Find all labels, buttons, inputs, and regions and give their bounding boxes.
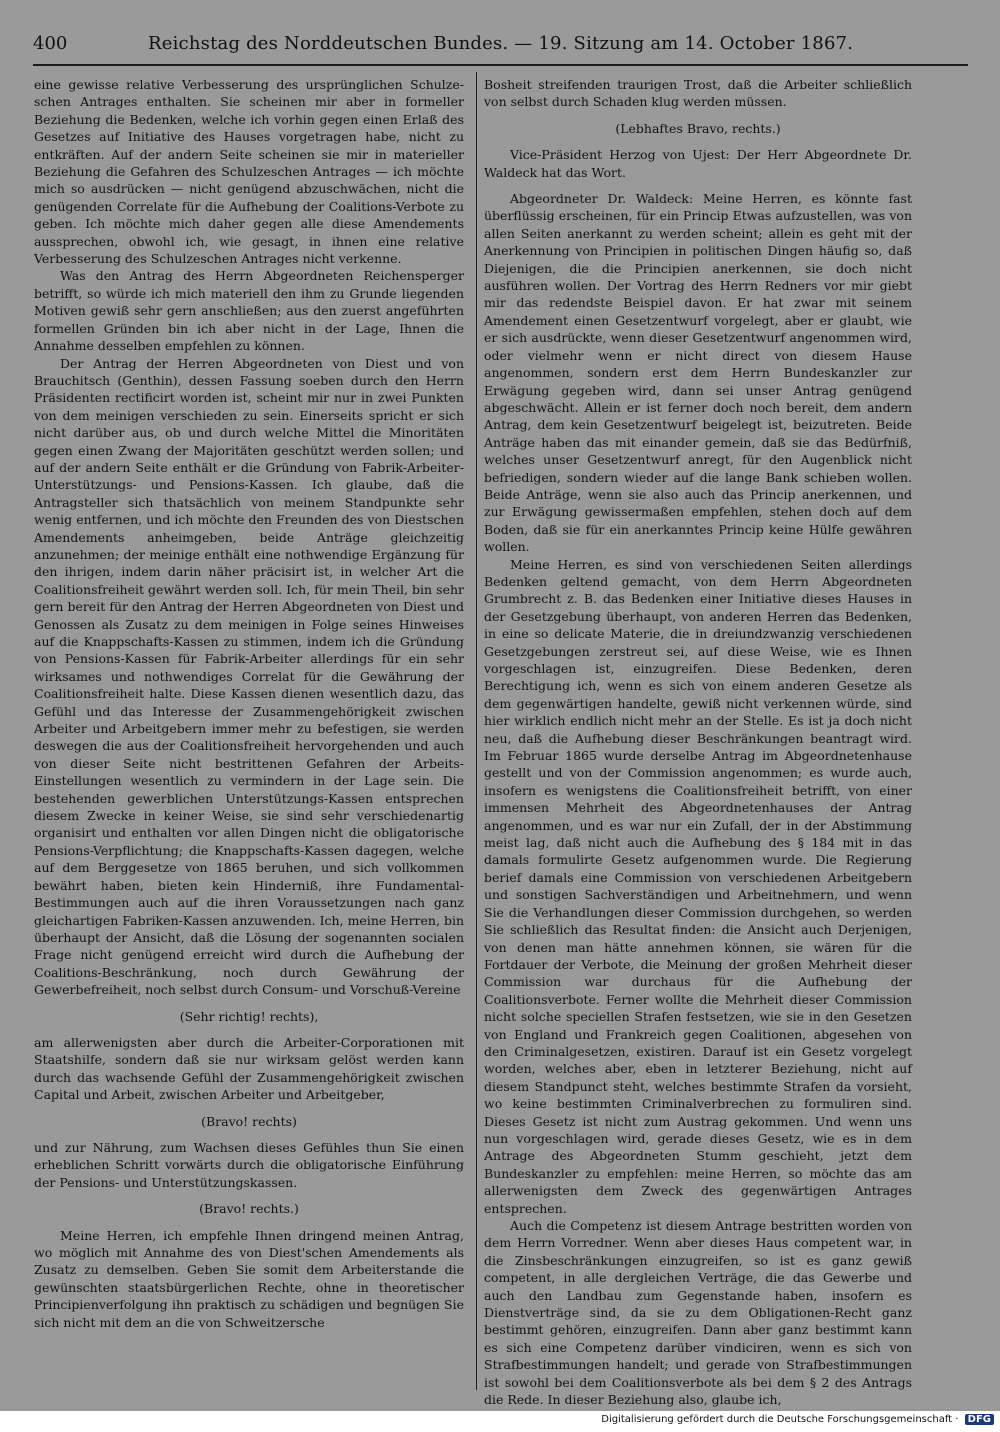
speaker-announcement: Vice-Präsident Herzog von Ujest: Der Herr Abgeordnete Dr. Waldeck hat das Wort. — [484, 147, 912, 180]
speech-paragraph: Abgeordneter Dr. Waldeck: Meine Herren, es könnte fast überflüssig erscheinen, für ein Princip Etwas aufzustellen, was von allen Seiten anerkannt zu werden scheint; allein es geht mit der Anerkennung von Principien in politischen Dingen häufig so, daß Diejenigen, die die Principien anerkennen, sie doch nicht ausführen wollen. Der Vortrag des Herrn Redners vor mir giebt mir das redendste Beispiel davon. Er hat zwar mit seinem Amendement einen Gesetzentwurf vorgelegt, aber er glaubt, wie er sich ausdrückte, wenn dieser Gesetzentwurf angenommen wird, oder vielmehr wenn er nicht direct von diesem Hause angenommen, sondern erst dem Herrn Bundeskanzler zur Erwägung gegeben wird, dann sei unser Antrag genügend abgeschwächt. Allein er ist ferner doch noch bereit, dem andern Antrag, dem kein Gesetzentwurf beigelegt ist, beizutreten. Beide Anträge haben das mit einander gemein, daß sie das Bedürfniß, welches unser Gesetzentwurf anregt, für den Augenblick nicht befriedigen, sondern wieder auf die lange Bank schieben wollen. Beide Anträge, wenn sie also auch das Princip anerkennen, und zur Erwägung gewissermaßen empfehlen, stehen doch auf dem Boden, daß sie für ein anerkanntes Princip keine Hülfe gewähren wollen. — [484, 191, 912, 555]
header-rule — [33, 64, 968, 66]
page-running-title: Reichstag des Norddeutschen Bundes. — 19. Sitzung am 14. October 1867. — [148, 33, 854, 54]
interjection: (Bravo! rechts.) — [199, 1201, 299, 1217]
right-column — [484, 76, 912, 1408]
interjection: (Sehr richtig! rechts), — [179, 1008, 319, 1024]
dfg-logo: DFG — [965, 1414, 994, 1425]
paragraph: am allerwenigsten aber durch die Arbeiter-Corporationen mit Staatshilfe, sondern daß sie nur wirksam gelöst werden kann durch das wachsende Gefühl der Zusammengehörigkeit zwischen Capital und Arbeit, zwischen Arbeiter und Arbeitgeber, — [34, 1034, 464, 1103]
page-header — [33, 33, 968, 61]
left-column — [34, 76, 464, 1331]
paragraph: Bosheit streifenden traurigen Trost, daß die Arbeiter schließlich von selbst durch Schaden klug werden müssen. — [484, 77, 912, 110]
interjection: (Bravo! rechts) — [201, 1113, 297, 1129]
column-divider — [476, 72, 477, 1390]
page-number: 400 — [33, 33, 68, 54]
paragraph: Was den Antrag des Herrn Abgeordneten Reichensperger betrifft, so würde ich mich materiell den ihm zu Grunde liegenden Motiven gewiß sehr gern anschließen; aus den zuerst angeführten formellen Gründen bin ich aber nicht in der Lage, Ihnen die Annahme desselben empfehlen zu können. — [34, 268, 464, 354]
paragraph: Meine Herren, ich empfehle Ihnen dringend meinen Antrag, wo möglich mit Annahme des von Diest'schen Amendements als Zusatz zu demselben. Geben Sie somit dem Arbeiterstande die gewünschten staatsbürgerlichen Rechte, ohne in theoretischer Principienverfolgung ihn praktisch zu schädigen und begnügen Sie sich nicht mit dem an die von Schweitzersche — [34, 1227, 464, 1330]
digitization-credit: Digitalisierung gefördert durch die Deutsche Forschungsgemeinschaft · DFG — [601, 1414, 994, 1425]
paragraph: Meine Herren, es sind von verschiedenen Seiten allerdings Bedenken geltend gemacht, von dem Herrn Abgeordneten Grumbrecht z. B. das Bedenken einer Initiative dieses Hauses in der Gesetzgebung überhaupt, von anderen Herren das Bedenken, in eine so delicate Materie, die in dreiundzwanzig verschiedenen Gesetzgebungen zerstreut sei, auf diese Weise, wie es Ihnen vorgeschlagen ist, einzugreifen. Diese Bedenken, deren Berechtigung ich, wenn es sich von einem anderen Gesetze als dem gegenwärtigen handelte, gewiß nicht verkennen würde, sind hier wirklich endlich nicht mehr an der Stelle. Es ist ja doch nicht neu, daß die Aufhebung dieser Beschränkungen beantragt wird. Im Februar 1865 wurde derselbe Antrag im Abgeordnetenhause gestellt und von der Commission angenommen; es wurde auch, insofern es wenigstens die Coalitionsfreiheit betrifft, von einer immensen Mehrheit des Abgeordnetenhauses der Antrag angenommen, und es war nur ein Zufall, der in der Abstimmung meist lag, daß nicht auch die Aufhebung des § 184 mit in das damals formulirte Gesetz aufgenommen wurde. Die Regierung berief damals eine Commission von verschiedenen Arbeitgebern und sonstigen Sachverständigen und Arbeitnehmern, und wenn Sie die Verhandlungen dieser Commission durchgehen, so werden Sie schließlich das Resultat finden: die Ansicht auch Derjenigen, von denen man hätte annehmen können, sie wären für die Fortdauer der Verbote, die Meinung der großen Mehrheit dieser Commission war durchaus für die Aufhebung der Coalitionsverbote. Ferner wollte die Mehrheit dieser Commission nicht solche speciellen Strafen festsetzen, wie sie in den Gesetzen von England und Frankreich gegen Coalitionen, abgesehen von den Criminalgesetzen, existiren. Darauf ist ein Gesetz vorgelegt worden, welches aber, eben in letzterer Beziehung, nicht auf diesem Standpunct steht, welches bestimmte Strafen da vorsieht, wo keine bestimmten Criminalverbrechen zu formuliren sind. Dieses Gesetz ist nicht zum Austrag gekommen. Und wenn uns nun vorgeschlagen wird, gerade dieses Gesetz, wie es in dem Antrage des Abgeordneten Stumm geschieht, jetzt dem Bundeskanzler zu empfehlen: meine Herren, so möchte das am allerwenigsten dem Zweck des gegenwärtigen Antrages entsprechen. — [484, 556, 912, 1216]
paragraph: Auch die Competenz ist diesem Antrage bestritten worden von dem Herrn Vorredner. Wenn aber dieses Haus competent war, in die Zinsbeschränkungen einzugreifen, so ist es ganz gewiß competent, in alle dergleichen Verträge, die das Gewerbe und auch den Landbau zum Gegenstande haben, insofern es Dienstverträge sind, da sie zu dem Obligationen-Recht ganz bestimmt gehören, einzugreifen. Dann aber ganz bestimmt kann es sich eine Competenz darüber vindiciren, wenn es sich von Strafbestimmungen handelt; und gerade von Strafbestimmungen ist sowohl bei dem Coalitionsverbote als bei dem § 2 des Antrags die Rede. In dieser Beziehung also, glaube ich, — [484, 1218, 912, 1408]
paragraph: Der Antrag der Herren Abgeordneten von Diest und von Brauchitsch (Genthin), dessen Fassung soeben durch den Herrn Präsidenten rectificirt worden ist, scheint mir nur in zwei Punkten von dem meinigen verschieden zu sein. Einerseits spricht er sich nicht darüber aus, ob und durch welche Mittel die Minoritäten gegen einen Zwang der Majoritäten geschützt werden sollen; und auf der andern Seite enthält er die Gründung von Fabrik-Arbeiter-Unterstützungs- und Pensions-Kassen. Ich glaube, daß die Antragsteller sich thatsächlich von meinem Standpunkte sehr wenig entfernen, und ich möchte den Freunden des von Diestschen Amendements anheimgeben, beide Anträge gleichzeitig anzunehmen; der meinige enthält eine nothwendige Ergänzung für den ihrigen, indem darin näher präcisirt ist, in welcher Art die Coalitionsfreiheit gewährt werden soll. Ich, für mein Theil, bin sehr gern bereit für den Antrag der Herren Abgeordneten von Diest und Genossen als Zusatz zu dem meinigen in Folge seines Hinweises auf die Knappschafts-Kassen zu stimmen, indem ich die Gründung von Pensions-Kassen für Fabrik-Arbeiter allerdings für ein sehr wirksames und nothwendiges Correlat für die Gewährung der Coalitionsfreiheit halte. Diese Kassen dienen wesentlich dazu, das Gefühl und das Interesse der Zusammengehörigkeit zwischen Arbeiter und Arbeitgebern immer mehr zu befestigen, sie werden deswegen die aus der Coalitionsfreiheit hervorgehenden und auch von dieser Seite nicht bestrittenen Gefahren der Arbeits-Einstellungen wesentlich zu vermindern in der Lage sein. Die bestehenden gewerblichen Unterstützungs-Kassen entsprechen diesem Zwecke in keiner Weise, sie sind sehr verschiedenartig organisirt und enthalten vor allen Dingen nicht die obligatorische Pensions-Verpflichtung; die Knappschafts-Kassen dagegen, welche auf dem Berggesetze von 1865 beruhen, und sich vollkommen bewährt haben, bieten kein Hinderniß, ihre Fundamental-Bestimmungen auch auf die ihren Voraussetzungen nach ganz gleichartigen Fabriken-Kassen anzuwenden. Ich, meine Herren, bin überhaupt der Ansicht, daß die Lösung der sogenannten socialen Frage nicht genügend erreicht wird durch die Aufhebung der Coalitions-Beschränkung, noch durch Gewährung der Gewerbefreiheit, noch selbst durch Consum- und Vorschuß-Vereine — [34, 355, 464, 998]
paragraph: eine gewisse relative Verbesserung des ursprünglichen Schulze-schen Antrages enthalten. Sie scheinen mir aber in formeller Beziehung die Bedenken, welche ich vorhin gegen einen Erlaß des Gesetzes auf Initiative des Hauses vorgetragen habe, nicht zu entkräften. Auf der andern Seite scheinen sie mir in materieller Beziehung die Gefahren des Schulzeschen Antrages — ich möchte mich so ausdrücken — nicht genügend abzuschwächen, nicht die genügenden Correlate für die Aufhebung der Coalitions-Verbote zu geben. Ich möchte mich daher gegen alle diese Amendements aussprechen, obwohl ich, wie gesagt, in ihnen eine relative Verbesserung des Schulzeschen Antrages nicht verkenne. — [34, 77, 464, 267]
credit-text: Digitalisierung gefördert durch die Deutsche Forschungsgemeinschaft — [601, 1414, 953, 1425]
interjection: (Lebhaftes Bravo, rechts.) — [615, 120, 781, 136]
paragraph: und zur Nährung, zum Wachsen dieses Gefühles thun Sie einen erheblichen Schritt vorwärts durch die obligatorische Einführung der Pensions- und Unterstützungskassen. — [34, 1139, 464, 1190]
